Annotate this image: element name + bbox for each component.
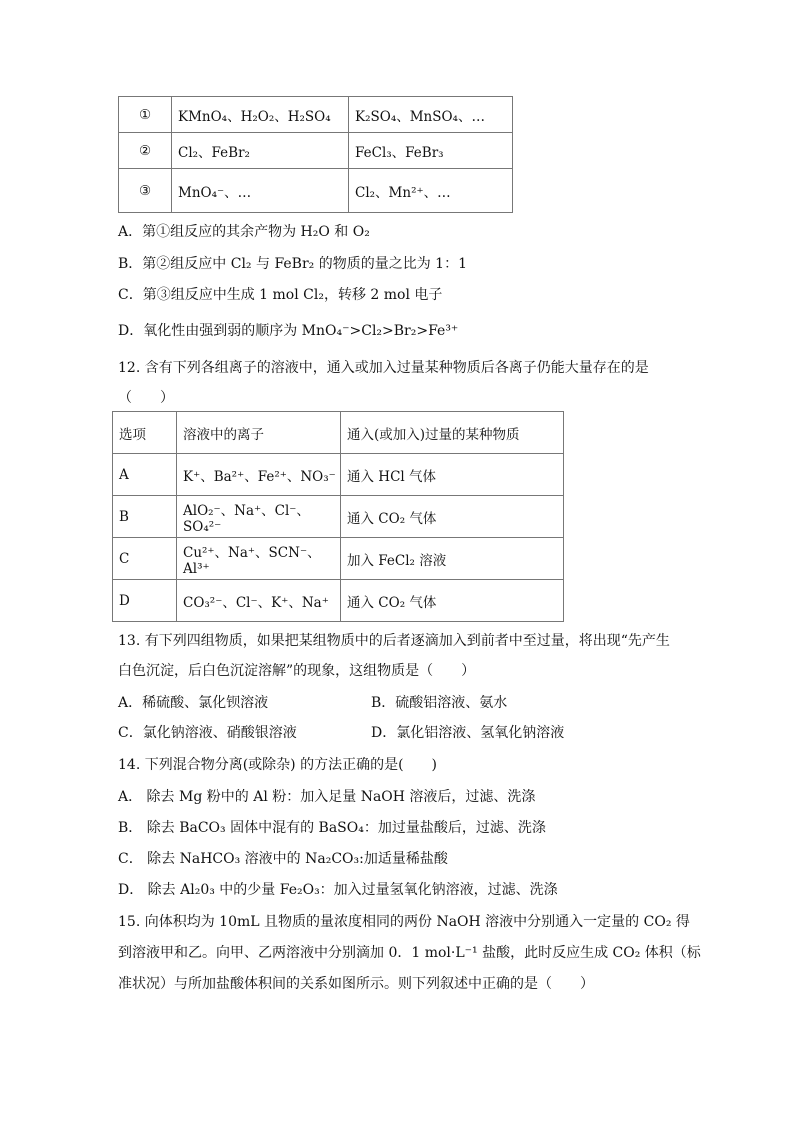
header-reagent: 通入(或加入)过量的某种物质 (341, 412, 564, 454)
q13-stem-line1: 13. 有下列四组物质，如果把某组物质中的后者逐滴加入到前者中至过量，将出现“先产生 (118, 633, 670, 649)
reagent-cell: 通入 CO₂ 气体 (341, 580, 564, 622)
reaction-table (118, 96, 513, 213)
ion-table (112, 411, 564, 622)
reactants-cell: Cl₂、FeBr₂ (172, 133, 349, 169)
q14-stem: 14. 下列混合物分离(或除杂) 的方法正确的是( ) (118, 757, 438, 773)
products-cell: K₂SO₄、MnSO₄、… (349, 97, 513, 133)
row-number: ③ (119, 169, 172, 213)
option-cell: C (113, 538, 177, 580)
q15-stem-line2: 到溶液甲和乙。向甲、乙两溶液中分别滴加 0．1 mol·L⁻¹ 盐酸，此时反应生成 CO₂ 体积（标 (118, 945, 701, 961)
q13-option-c: C．氯化钠溶液、硝酸银溶液 (118, 725, 297, 741)
q14-option-b: B． 除去 BaCO₃ 固体中混有的 BaSO₄：加过量盐酸后，过滤、洗涤 (118, 820, 546, 836)
row-number: ① (119, 97, 172, 133)
q14-option-d: D． 除去 Al₂0₃ 中的少量 Fe₂O₃：加入过量氢氧化钠溶液，过滤、洗涤 (118, 882, 558, 898)
option-cell: B (113, 496, 177, 538)
header-ions: 溶液中的离子 (177, 412, 341, 454)
reagent-cell: 加入 FeCl₂ 溶液 (341, 538, 564, 580)
reactants-cell: KMnO₄、H₂O₂、H₂SO₄ (172, 97, 349, 133)
ions-cell: K⁺、Ba²⁺、Fe²⁺、NO₃⁻ (177, 454, 341, 496)
products-cell: FeCl₃、FeBr₃ (349, 133, 513, 169)
option-cell: D (113, 580, 177, 622)
q11-option-c: C．第③组反应中生成 1 mol Cl₂，转移 2 mol 电子 (118, 287, 443, 303)
q11-option-b: B．第②组反应中 Cl₂ 与 FeBr₂ 的物质的量之比为 1：1 (118, 256, 467, 272)
q15-stem-line1: 15. 向体积均为 10mL 且物质的量浓度相同的两份 NaOH 溶液中分别通入一定量的 CO₂ 得 (118, 914, 690, 930)
q14-option-a: A． 除去 Mg 粉中的 Al 粉：加入足量 NaOH 溶液后，过滤、洗涤 (118, 789, 536, 805)
q12-stem: 12. 含有下列各组离子的溶液中，通入或加入过量某种物质后各离子仍能大量存在的是 (118, 360, 649, 376)
q13-option-a: A．稀硫酸、氯化钡溶液 (118, 695, 269, 711)
q13-option-b: B．硫酸铝溶液、氨水 (371, 695, 508, 711)
products-cell: Cl₂、Mn²⁺、… (349, 169, 513, 213)
ions-cell: CO₃²⁻、Cl⁻、K⁺、Na⁺ (177, 580, 341, 622)
q14-option-c: C． 除去 NaHCO₃ 溶液中的 Na₂CO₃:加适量稀盐酸 (118, 851, 448, 867)
table-row (113, 538, 564, 580)
q13-option-d: D．氯化铝溶液、氢氧化钠溶液 (371, 725, 565, 741)
q12-stem-paren: （ ） (118, 390, 174, 406)
table-header-row (113, 412, 564, 454)
table-row (113, 580, 564, 622)
reagent-cell: 通入 CO₂ 气体 (341, 496, 564, 538)
table-row (113, 454, 564, 496)
option-cell: A (113, 454, 177, 496)
q15-stem-line3: 准状况）与所加盐酸体积间的关系如图所示。则下列叙述中正确的是（ ） (118, 976, 594, 992)
table-row (113, 496, 564, 538)
ions-cell: AlO₂⁻、Na⁺、Cl⁻、SO₄²⁻ (177, 496, 341, 538)
header-option: 选项 (113, 412, 177, 454)
table-row (119, 133, 513, 169)
q11-option-d: D．氧化性由强到弱的顺序为 MnO₄⁻>Cl₂>Br₂>Fe³⁺ (118, 323, 459, 339)
reagent-cell: 通入 HCl 气体 (341, 454, 564, 496)
q13-stem-line2: 白色沉淀，后白色沉淀溶解”的现象，这组物质是（ ） (118, 663, 476, 679)
reactants-cell: MnO₄⁻、… (172, 169, 349, 213)
row-number: ② (119, 133, 172, 169)
table-row (119, 169, 513, 213)
q11-option-a: A．第①组反应的其余产物为 H₂O 和 O₂ (118, 224, 370, 240)
table-row (119, 97, 513, 133)
ions-cell: Cu²⁺、Na⁺、SCN⁻、Al³⁺ (177, 538, 341, 580)
